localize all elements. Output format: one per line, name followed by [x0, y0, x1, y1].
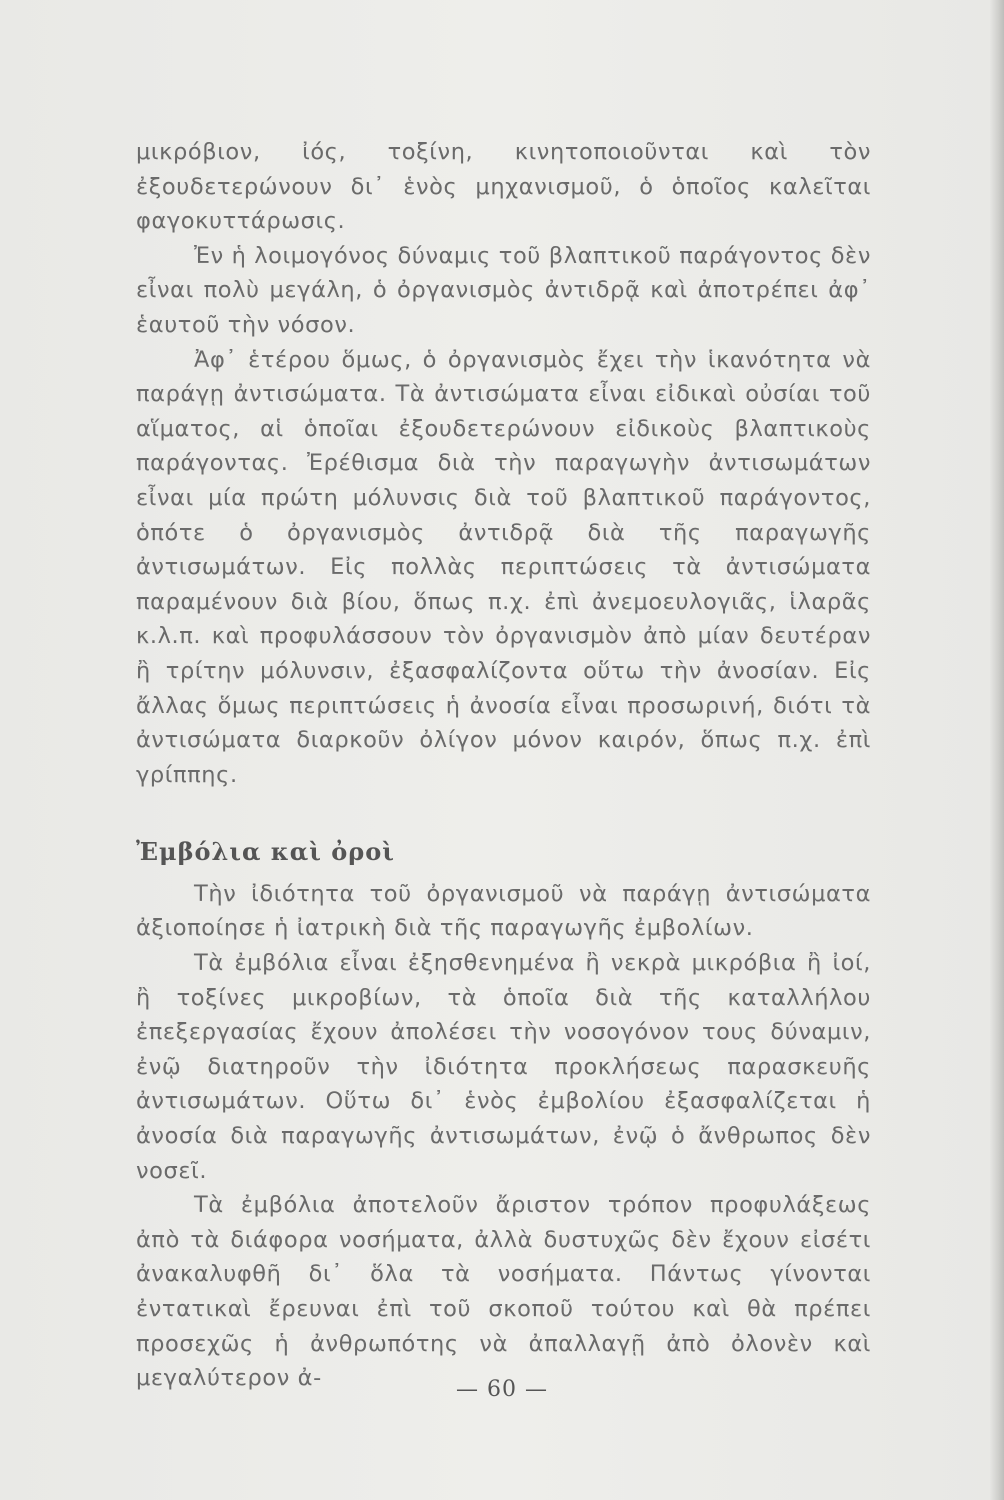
paragraph-5: Τὰ ἐμβόλια εἶναι ἐξησθενημένα ἢ νεκρὰ μικρόβια ἢ ἰοί, ἢ τοξίνες μικροβίων, τὰ ὁποῖα διὰ τῆς καταλλήλου ἐπεξεργασίας ἔχουν ἀπολέσει τὴν νοσογόνον τους δύναμιν, ἐνῷ διατηροῦν τὴν ἰδιότητα προκλήσεως παρασκευῆς ἀντισωμάτων. Οὕτω δι᾽ ἑνὸς ἐμβολίου ἐξασφαλίζεται ἡ ἀνοσία διὰ παραγωγῆς ἀντισωμάτων, ἐνῷ ὁ ἄνθρωπος δὲν νοσεῖ. [136, 950, 871, 1184]
page-edge [990, 0, 1004, 1500]
section-heading: Ἐμβόλια καὶ ὀροὶ [136, 837, 395, 867]
paragraph-1: μικρόβιον, ἰός, τοξίνη, κινητοποιοῦνται καὶ τὸν ἐξουδετερώνουν δι᾽ ἑνὸς μηχανισμοῦ, ὁ ὁποῖος καλεῖται φαγοκυττάρωσις. [136, 139, 871, 235]
paragraph-3: Ἀφ᾽ ἑτέρου ὅμως, ὁ ὀργανισμὸς ἔχει τὴν ἱκανότητα νὰ παράγῃ ἀντισώματα. Τὰ ἀντισώματα εἶναι εἰδικαὶ οὐσίαι τοῦ αἵματος, αἱ ὁποῖαι ἐξουδετερώνουν εἰδικοὺς βλαπτικοὺς παράγοντας. Ἐρέθισμα διὰ τὴν παραγωγὴν ἀντισωμάτων εἶναι μία πρώτη μόλυνσις διὰ τοῦ βλαπτικοῦ παράγοντος, ὁπότε ὁ ὀργανισμὸς ἀντιδρᾷ διὰ τῆς παραγωγῆς ἀντισωμάτων. Εἰς πολλὰς περιπτώσεις τὰ ἀντισώματα παραμένουν διὰ βίου, ὅπως π.χ. ἐπὶ ἀνεμοευλογιᾶς, ἱλαρᾶς κ.λ.π. καὶ προφυλάσσουν τὸν ὀργανισμὸν ἀπὸ μίαν δευτέραν ἢ τρίτην μόλυνσιν, ἐξασφαλίζοντα οὕτω τὴν ἀνοσίαν. Εἰς ἄλλας ὅμως περιπτώσεις ἡ ἀνοσία εἶναι προσωρινή, διότι τὰ ἀντισώματα διαρκοῦν ὀλίγον μόνον καιρόν, ὅπως π.χ. ἐπὶ γρίππης. [136, 346, 871, 788]
paragraph-6: Τὰ ἐμβόλια ἀποτελοῦν ἄριστον τρόπον προφυλάξεως ἀπὸ τὰ διάφορα νοσήματα, ἀλλὰ δυστυχῶς δὲν ἔχουν εἰσέτι ἀνακαλυφθῆ δι᾽ ὅλα τὰ νοσήματα. Πάντως γίνονται ἐντατικαὶ ἔρευναι ἐπὶ τοῦ σκοποῦ τούτου καὶ θὰ πρέπει προσεχῶς ἡ ἀνθρωπότης νὰ ἀπαλλαγῇ ἀπὸ ὀλονὲν καὶ μεγαλύτερον ἀ- [136, 1192, 871, 1392]
paragraph-2: Ἐν ἡ λοιμογόνος δύναμις τοῦ βλαπτικοῦ παράγοντος δὲν εἶναι πολὺ μεγάλη, ὁ ὀργανισμὸς ἀντιδρᾷ καὶ ἀποτρέπει ἀφ᾽ ἑαυτοῦ τὴν νόσον. [136, 242, 871, 338]
page-number: — 60 — [456, 1377, 548, 1402]
paragraph-4: Τὴν ἰδιότητα τοῦ ὀργανισμοῦ νὰ παράγῃ ἀντισώματα ἀξιοποίησε ἡ ἰατρικὴ διὰ τῆς παραγωγῆς ἐμβολίων. [136, 880, 871, 942]
body-text [136, 135, 871, 1396]
